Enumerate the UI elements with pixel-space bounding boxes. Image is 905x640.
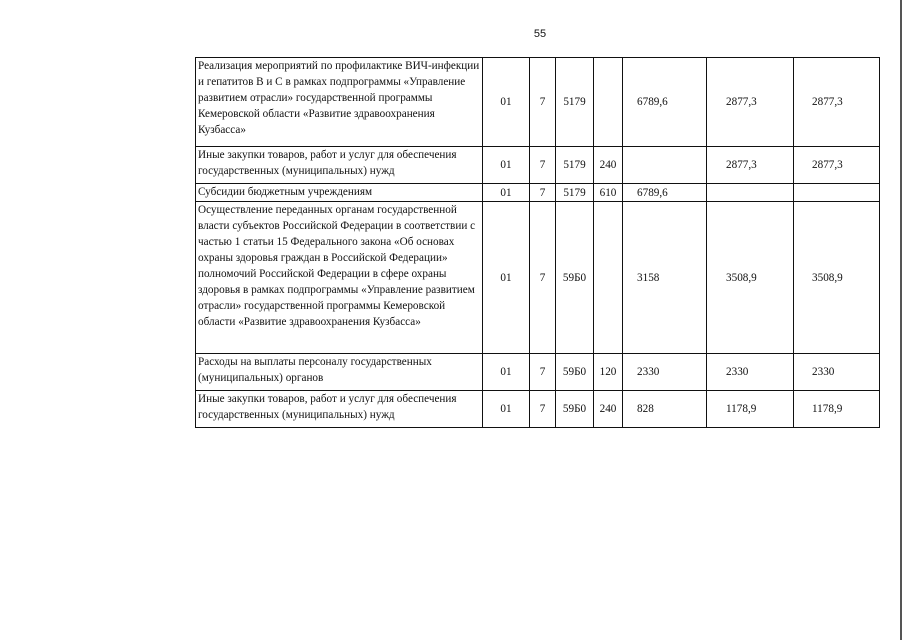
table-row xyxy=(196,202,880,354)
expense-type-code: 120 xyxy=(594,354,623,391)
section-code: 01 xyxy=(483,147,530,184)
amount-2: 3508,9 xyxy=(707,202,794,354)
subsection-code: 7 xyxy=(530,147,556,184)
table-row xyxy=(196,354,880,391)
target-code: 5179 xyxy=(556,184,594,202)
target-code: 59Б0 xyxy=(556,354,594,391)
expense-type-code xyxy=(594,58,623,147)
target-code: 5179 xyxy=(556,58,594,147)
row-description: Расходы на выплаты персоналу государственных (муниципальных) органов xyxy=(196,354,483,391)
row-description: Иные закупки товаров, работ и услуг для обеспечения государственных (муниципальных) нужд xyxy=(196,391,483,428)
amount-2: 2330 xyxy=(707,354,794,391)
section-code: 01 xyxy=(483,391,530,428)
section-code: 01 xyxy=(483,202,530,354)
subsection-code: 7 xyxy=(530,354,556,391)
amount-1: 6789,6 xyxy=(623,58,707,147)
table-row xyxy=(196,391,880,428)
budget-table xyxy=(195,57,880,428)
expense-type-code: 610 xyxy=(594,184,623,202)
amount-2: 2877,3 xyxy=(707,58,794,147)
section-code: 01 xyxy=(483,354,530,391)
target-code: 59Б0 xyxy=(556,391,594,428)
row-description: Реализация мероприятий по профилактике ВИЧ-инфекции и гепатитов В и С в рамках подпрограммы «Управление развитием отрасли» государственной программы Кемеровской области «Развитие здравоохранения Кузбасса» xyxy=(196,58,483,147)
row-description: Иные закупки товаров, работ и услуг для обеспечения государственных (муниципальных) нужд xyxy=(196,147,483,184)
amount-1: 2330 xyxy=(623,354,707,391)
expense-type-code xyxy=(594,202,623,354)
row-description: Осуществление переданных органам государственной власти субъектов Российской Федерации в соответствии с частью 1 статьи 15 Федерального закона «Об основах охраны здоровья граждан в Российской Федерации» полномочий Российской Федерации в сфере охраны здоровья в рамках подпрограммы «Управление развитием отрасли» государственной программы Кемеровской области «Развитие здравоохранения Кузбасса» xyxy=(196,202,483,354)
target-code: 5179 xyxy=(556,147,594,184)
subsection-code: 7 xyxy=(530,58,556,147)
page-edge-line xyxy=(900,0,902,640)
row-description: Субсидии бюджетным учреждениям xyxy=(196,184,483,202)
amount-3 xyxy=(794,184,880,202)
amount-1 xyxy=(623,147,707,184)
amount-3: 1178,9 xyxy=(794,391,880,428)
table-row xyxy=(196,147,880,184)
section-code: 01 xyxy=(483,58,530,147)
amount-3: 3508,9 xyxy=(794,202,880,354)
section-code: 01 xyxy=(483,184,530,202)
amount-3: 2877,3 xyxy=(794,147,880,184)
page-number: 55 xyxy=(533,28,547,40)
table-row xyxy=(196,58,880,147)
amount-1: 3158 xyxy=(623,202,707,354)
amount-1: 828 xyxy=(623,391,707,428)
subsection-code: 7 xyxy=(530,184,556,202)
amount-2: 1178,9 xyxy=(707,391,794,428)
subsection-code: 7 xyxy=(530,391,556,428)
subsection-code: 7 xyxy=(530,202,556,354)
amount-3: 2877,3 xyxy=(794,58,880,147)
target-code: 59Б0 xyxy=(556,202,594,354)
expense-type-code: 240 xyxy=(594,391,623,428)
table-row xyxy=(196,184,880,202)
amount-1: 6789,6 xyxy=(623,184,707,202)
amount-2: 2877,3 xyxy=(707,147,794,184)
expense-type-code: 240 xyxy=(594,147,623,184)
amount-3: 2330 xyxy=(794,354,880,391)
amount-2 xyxy=(707,184,794,202)
